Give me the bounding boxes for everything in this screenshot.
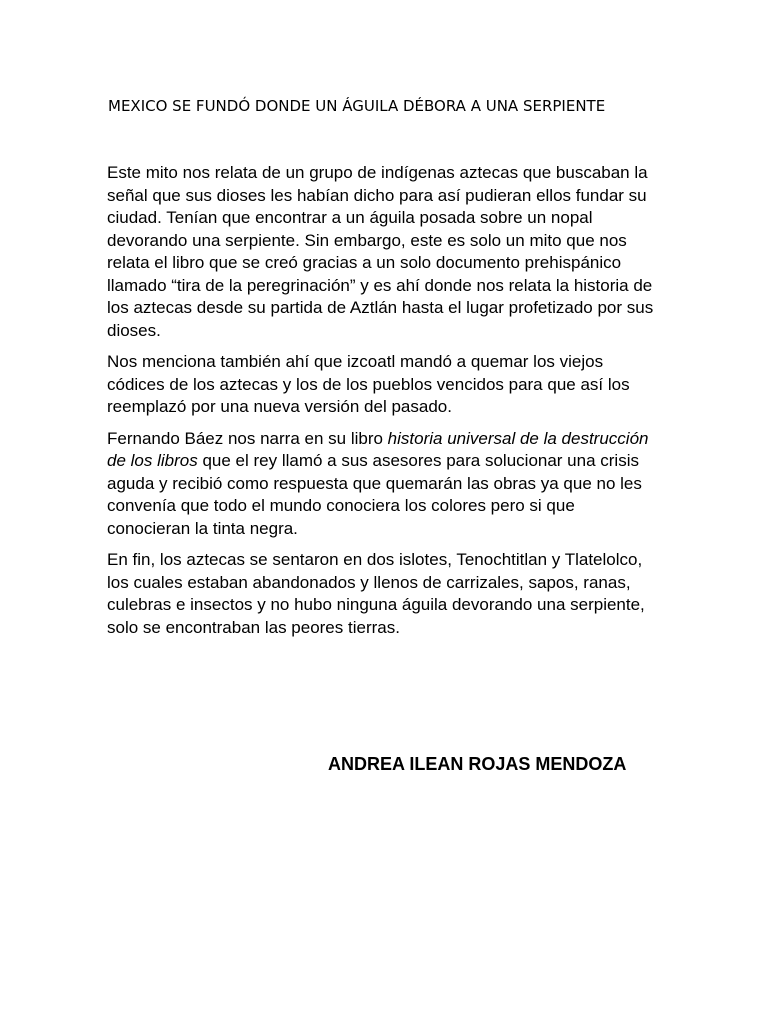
document-body xyxy=(107,162,655,648)
paragraph-baez-rest: que el rey llamó a sus asesores para solucionar una crisis aguda y recibió como respuesta que quemarán las obras ya que no les convenía que todo el mundo conociera los colores pero si que conocieran la tinta negra. xyxy=(107,451,642,538)
paragraph-baez-intro: Fernando Báez nos narra en su libro xyxy=(107,428,388,448)
document-title: MEXICO SE FUNDÓ DONDE UN ÁGUILA DÉBORA A UNA SERPIENTE xyxy=(108,97,606,115)
paragraph-myth: Este mito nos relata de un grupo de indígenas aztecas que buscaban la señal que sus dioses les habían dicho para así pudieran ellos fundar su ciudad. Tenían que encontrar a un águila posada sobre un nopal devorando una serpiente. Sin embargo, este es solo un mito que nos relata el libro que se creó gracias a un solo documento prehispánico llamado “tira de la peregrinación” y es ahí donde nos relata la historia de los aztecas desde su partida de Aztlán hasta el lugar profetizado por sus dioses. xyxy=(107,163,654,340)
paragraph-baez xyxy=(107,428,655,541)
paragraph-izcoatl: Nos menciona también ahí que izcoatl mandó a quemar los viejos códices de los aztecas y los de los pueblos vencidos para que así los reemplazó por una nueva versión del pasado. xyxy=(107,352,630,416)
paragraph-conclusion: En fin, los aztecas se sentaron en dos islotes, Tenochtitlan y Tlatelolco, los cuales estaban abandonados y llenos de carrizales, sapos, ranas, culebras e insectos y no hubo ninguna águila devorando una serpiente, solo se encontraban las peores tierras. xyxy=(107,550,645,637)
author-name: ANDREA ILEAN ROJAS MENDOZA xyxy=(328,754,627,774)
book-title: historia universal de la destrucción de los libros xyxy=(107,428,649,470)
